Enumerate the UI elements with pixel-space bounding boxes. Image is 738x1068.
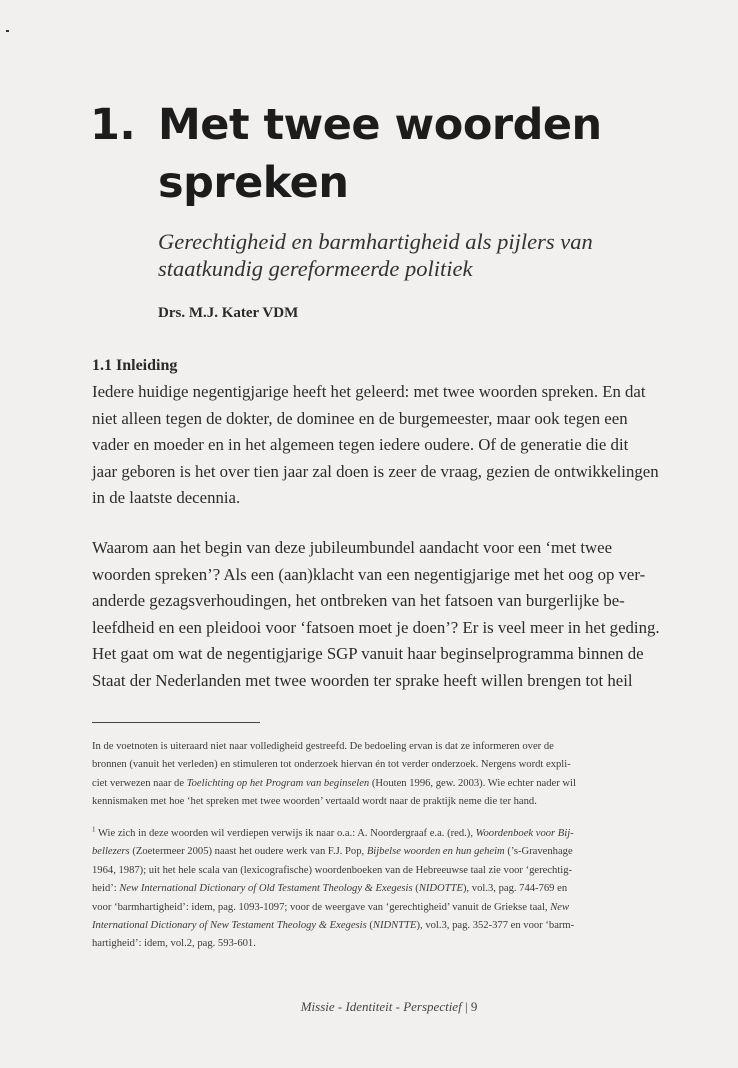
text-line: Staat der Nederlanden met twee woorden ter sprake heeft willen brengen tot heil (92, 670, 633, 690)
footnote-line (92, 775, 672, 793)
footnote-book-title: New (550, 901, 570, 913)
footnote-line (92, 917, 672, 935)
footnote-abbreviation: NIDNTTE (372, 920, 417, 932)
footnote-book-title: New International Dictionary of Old Testament Theology & Exegesis (119, 883, 413, 895)
text-line: leefdheid en een pleidooi voor ‘fatsoen moet je doen’? Er is veel meer in het geding. (92, 617, 660, 637)
footnote-book-title: Bijbelse woorden en hun geheim (366, 846, 505, 858)
page-footer (0, 999, 738, 1015)
footnote-text: ), vol.3, pag. 744-769 en (462, 883, 568, 895)
text-line: in de laatste decennia. (92, 488, 241, 507)
footnote-text: ), vol.3, pag. 352-377 en voor ‘barm- (416, 920, 575, 932)
footnote-divider (92, 722, 260, 723)
chapter-title-line-1: Met twee woorden (158, 100, 602, 150)
footnote-book-title: Toelichting op het Program van beginselen (186, 777, 370, 789)
footnote-line (92, 825, 672, 843)
footnote-text: ( (412, 883, 419, 895)
footnote-text: voor ‘barmhartigheid’: idem, pag. 1093-1097; voor de weergave van ‘gerechtigheid’ vanuit de Griekse taal, (92, 901, 551, 913)
section-heading: 1.1 Inleiding (92, 357, 178, 374)
footer-separator: | (464, 999, 468, 1014)
footnote-text: heid’: (92, 883, 120, 895)
footnote-book-title: International Dictionary of New Testament Theology & Exegesis (92, 920, 367, 932)
footnote-text: (Houten 1996, gew. 2003). Wie echter nader wil (369, 777, 576, 789)
text-line: jaar geboren is het over tien jaar zal doen is zeer de vraag, gezien de ontwikkelingen (92, 461, 659, 481)
footnote-text: ( (366, 920, 373, 932)
subtitle-line-1: Gerechtigheid en barmhartigheid als pijlers van (158, 229, 593, 254)
chapter-title-line-2: spreken (158, 158, 349, 208)
footnote-text: Wie zich in deze woorden wil verdiepen verwijs ik naar o.a.: A. Noordergraaf e.a. (red.), (95, 828, 476, 839)
chapter-subtitle (158, 228, 678, 282)
footnote-abbreviation: NIDOTTE (418, 883, 463, 895)
footnote-line: bronnen (vanuit het verleden) en stimuleren tot onderzoek hiervan én tot verder onderzoek. Nergens wordt expli- (92, 759, 571, 771)
footnote-text: (’s-Gravenhage (504, 846, 573, 858)
text-line: Het gaat om wat de negentigjarige SGP vanuit haar beginselprogramma binnen de (92, 644, 644, 663)
page-number: 9 (470, 999, 478, 1014)
footnote-line: hartigheid’: idem, vol.2, pag. 593-601. (92, 938, 256, 950)
text-line: vader en moeder en in het algemeen tegen iedere oudere. Of de generatie die dit (92, 435, 629, 454)
footnote-intro (92, 738, 672, 812)
footnote-line: 1964, 1987); uit het hele scala van (lexicografische) woordenboeken van de Hebreeuwse taal zie voor ‘gerechtig- (92, 864, 573, 876)
footnote-line (92, 899, 672, 917)
chapter-number: 1. (90, 100, 136, 150)
footnote-line (92, 880, 672, 898)
footnote-book-title: bellezers (92, 846, 130, 858)
footnote-line: kennismaken met hoe ‘het spreken met twee woorden’ vertaald wordt naar de praktijk neme die ter hand. (92, 796, 537, 808)
footnote-1 (92, 825, 672, 954)
paragraph-2 (92, 535, 672, 694)
footnote-line: In de voetnoten is uiteraard niet naar volledigheid gestreefd. De bedoeling ervan is dat ze informeren over de (92, 741, 554, 752)
text-line: woorden spreken’? Als een (aan)klacht van een negentigjarige met het oog op ver- (92, 564, 646, 584)
footnote-book-title: Woordenboek voor Bij- (475, 828, 574, 839)
paragraph-1 (92, 379, 672, 512)
scan-artifact (6, 30, 9, 32)
footnote-text: (Zoetermeer 2005) naast het oudere werk van F.J. Pop, (129, 846, 367, 858)
text-line: Waarom aan het begin van deze jubileumbundel aandacht voor een ‘met twee (92, 538, 613, 557)
footnote-text: ciet verwezen naar de (92, 777, 187, 789)
footnote-marker: 1 (92, 825, 96, 834)
text-line: niet alleen tegen de dokter, de dominee en de burgemeester, maar ook tegen een (92, 408, 628, 428)
author-name: Drs. M.J. Kater VDM (158, 305, 299, 321)
subtitle-line-2: staatkundig gereformeerde politiek (158, 256, 473, 281)
footnote-line (92, 843, 672, 861)
running-title: Missie - Identiteit - Perspectief (300, 999, 462, 1014)
text-line: anderde gezagsverhoudingen, het ontbreken van het fatsoen van burgerlijke be- (92, 591, 625, 610)
text-line: Iedere huidige negentigjarige heeft het geleerd: met twee woorden spreken. En dat (92, 382, 646, 401)
